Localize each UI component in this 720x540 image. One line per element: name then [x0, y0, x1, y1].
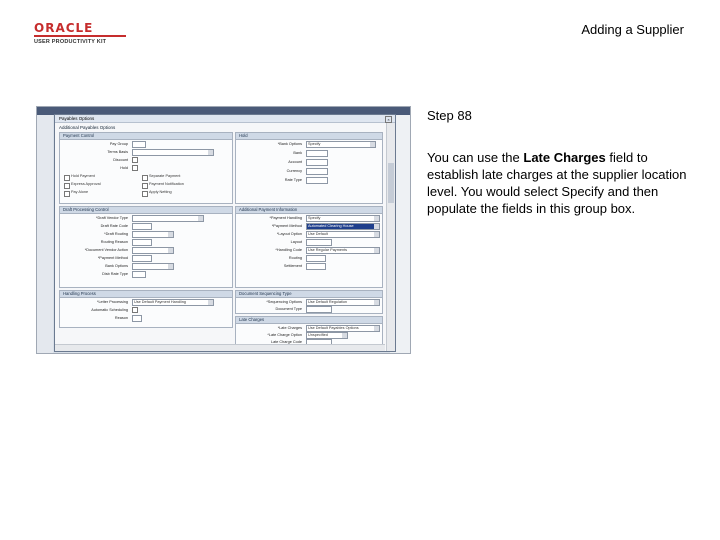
check-label-4: Pay Alone: [71, 190, 89, 194]
currency-label: Currency: [286, 169, 302, 173]
hold-group: [235, 132, 383, 204]
settlement-label: Settlement: [283, 264, 302, 268]
terms-basis-label: Terms Basis: [107, 150, 128, 154]
application-screenshot: [36, 106, 411, 354]
document-type-label: Document Type: [275, 307, 302, 311]
slide-title: Adding a Supplier: [581, 22, 684, 37]
draft-field-label-1: Draft Rate Code: [100, 224, 128, 228]
checkbox-1[interactable]: [142, 175, 148, 181]
check-label-2: Express Approval: [71, 182, 101, 186]
draft-field-7[interactable]: [132, 271, 146, 278]
draft-field-label-6: Bank Options: [105, 264, 128, 268]
handling-reason-field[interactable]: [132, 315, 142, 322]
draft-field-4[interactable]: [132, 247, 174, 254]
draft-processing-header: Draft Processing Control: [60, 207, 232, 214]
desc-after: field to establish late charges at the supplier location level. You would select Specify and then populate the fields in this group box.: [427, 150, 687, 216]
discount-checkbox[interactable]: [132, 157, 138, 163]
draft-field-3[interactable]: [132, 239, 152, 246]
checkbox-0[interactable]: [64, 175, 70, 181]
payment-handling-value: Specify: [308, 216, 321, 220]
currency-field[interactable]: [306, 168, 328, 175]
layout-field[interactable]: [306, 239, 332, 246]
checkbox-3[interactable]: [142, 183, 148, 189]
desc-bold-field: Late Charges: [523, 150, 606, 165]
discount-label: Discount: [113, 158, 128, 162]
late-charges-header: Late Charges: [236, 317, 382, 324]
check-label-0: Hold Payment: [71, 174, 95, 178]
checkbox-5[interactable]: [142, 191, 148, 197]
draft-field-2[interactable]: [132, 231, 174, 238]
document-type-field[interactable]: [306, 306, 332, 313]
doc-sequencing-header: Document Sequencing Type: [236, 291, 382, 298]
payment-control-group: [59, 132, 233, 204]
check-label-1: Separate Payment: [149, 174, 181, 178]
dialog-horizontal-scrollbar[interactable]: [55, 344, 385, 351]
checkbox-4[interactable]: [64, 191, 70, 197]
dialog-body: [55, 123, 385, 351]
payables-options-dialog: [54, 114, 396, 352]
late-charge-option-value: Unspecified: [308, 333, 328, 337]
layout-option-value: Use Default: [308, 232, 328, 236]
scrollbar-thumb[interactable]: [388, 163, 394, 203]
handling-code-value: Use Regular Payments: [308, 248, 348, 252]
close-icon[interactable]: ×: [385, 116, 392, 123]
draft-field-5[interactable]: [132, 255, 152, 262]
step-label: Step 88: [427, 108, 472, 123]
pay-group-field[interactable]: [132, 141, 146, 148]
bank-label: Bank: [293, 151, 302, 155]
dialog-vertical-scrollbar[interactable]: [386, 123, 395, 351]
pay-group-label: Pay Group: [109, 142, 128, 146]
layout-label: Layout: [290, 240, 302, 244]
bank-field[interactable]: [306, 150, 328, 157]
handling-code-label: *Handling Code: [275, 248, 302, 252]
late-charge-code-label: Late Charge Code: [270, 340, 302, 344]
handling-process-header: Handling Process: [60, 291, 232, 298]
routing-field[interactable]: [306, 255, 326, 262]
account-field[interactable]: [306, 159, 328, 166]
checkbox-2[interactable]: [64, 183, 70, 189]
payment-handling-label: *Payment Handling: [269, 216, 302, 220]
draft-field-0[interactable]: [132, 215, 204, 222]
payment-method-value: Automated Clearing House: [308, 224, 354, 228]
terms-basis-dropdown[interactable]: [132, 149, 214, 156]
sequencing-options-label: *Sequencing Options: [266, 300, 302, 304]
check-label-3: Payment Notification: [149, 182, 184, 186]
account-label: Account: [288, 160, 302, 164]
logo-subtitle: USER PRODUCTIVITY KIT: [34, 39, 107, 45]
settlement-field[interactable]: [306, 263, 326, 270]
auto-scheduling-label: Automatic Scheduling: [91, 308, 128, 312]
late-charges-value: Use Default Payables Options: [308, 326, 359, 330]
rate-type-label: Rate Type: [284, 178, 302, 182]
handling-reason-label: Reason: [114, 316, 128, 320]
rate-type-field[interactable]: [306, 177, 328, 184]
bank-options-value: Specify: [308, 142, 321, 146]
oracle-upk-logo: [34, 22, 126, 45]
step-description: [427, 149, 689, 217]
background-left-pane: [37, 115, 53, 353]
payment-method-label: *Payment Method: [271, 224, 302, 228]
draft-field-6[interactable]: [132, 263, 174, 270]
additional-payables-options-link[interactable]: Additional Payables Options: [59, 125, 116, 130]
late-charges-label: *Late Charges: [277, 326, 302, 330]
letter-processing-value: Use Default Payment Handling: [134, 300, 186, 304]
layout-option-label: *Layout Option: [276, 232, 302, 236]
draft-field-label-2: *Draft Routing: [104, 232, 128, 236]
auto-scheduling-checkbox[interactable]: [132, 307, 138, 313]
draft-field-label-5: *Payment Method: [97, 256, 128, 260]
sequencing-options-value: Use Default Regulation: [308, 300, 348, 304]
hold-label: Hold: [120, 166, 128, 170]
draft-processing-group: [59, 206, 233, 288]
hold-checkbox[interactable]: [132, 165, 138, 171]
draft-field-label-0: *Draft Vendor Type: [95, 216, 128, 220]
hold-header: Hold: [236, 133, 382, 140]
bank-options-label: *Bank Options: [277, 142, 302, 146]
doc-sequencing-group: [235, 290, 383, 314]
late-charge-option-label: *Late Charge Option: [267, 333, 302, 337]
dialog-titlebar: [55, 115, 395, 123]
handling-process-group: [59, 290, 233, 328]
check-label-5: Apply Netting: [149, 190, 172, 194]
logo-oracle-text: ORACLE: [34, 21, 94, 35]
logo-underline: [34, 35, 126, 37]
additional-payment-group: [235, 206, 383, 288]
additional-payment-header: Additional Payment Information: [236, 207, 382, 214]
draft-field-label-3: Routing Reason: [100, 240, 128, 244]
desc-before: You can use the: [427, 150, 524, 165]
draft-field-label-7: Disb Rate Type: [102, 272, 128, 276]
draft-field-1[interactable]: [132, 223, 152, 230]
routing-label: Routing: [288, 256, 302, 260]
draft-field-label-4: *Document Vendor Action: [84, 248, 128, 252]
dialog-title: Payables Options: [59, 116, 95, 121]
letter-processing-label: *Letter Processing: [96, 300, 128, 304]
payment-control-header: Payment Control: [60, 133, 232, 140]
